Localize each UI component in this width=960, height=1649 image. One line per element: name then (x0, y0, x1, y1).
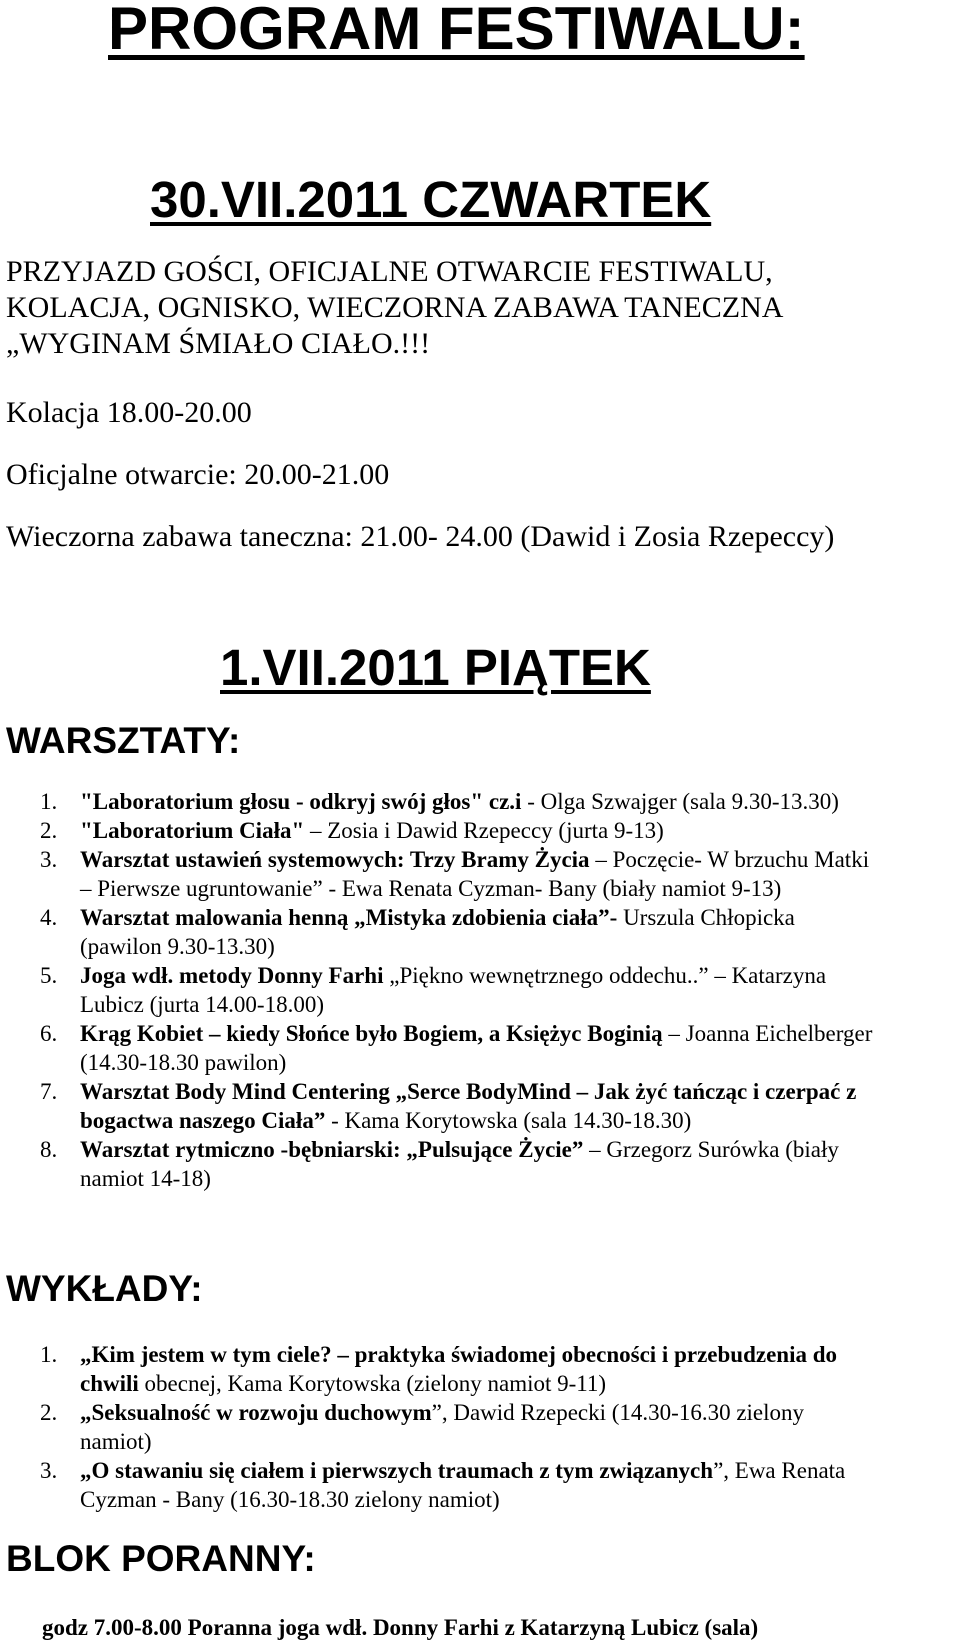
list-item (0, 816, 960, 845)
workshop-details: – Joanna Eichelberger (662, 1021, 873, 1046)
item-number: 4. (40, 905, 58, 930)
workshop-title: "Laboratorium głosu - odkryj swój głos" cz.i (80, 789, 522, 814)
workshop-details: - Olga Szwajger (sala 9.30-13.30) (521, 789, 839, 814)
item-number: 2. (40, 1400, 58, 1425)
lectures-heading: WYKŁADY: (6, 1268, 203, 1309)
item-number: 1. (40, 1342, 58, 1367)
day1-intro-line-3: „WYGINAM ŚMIAŁO CIAŁO.!!! (6, 327, 431, 360)
item-number: 3. (40, 847, 58, 872)
list-item (0, 903, 960, 961)
list-item (0, 1398, 960, 1456)
workshop-details-cont: (14.30-18.30 pawilon) (80, 1050, 287, 1075)
workshop-details: – Grzegorz Surówka (biały (583, 1137, 839, 1162)
workshop-details-cont: namiot 14-18) (80, 1166, 211, 1191)
day1-heading: 30.VII.2011 CZWARTEK (150, 171, 712, 228)
page-title: PROGRAM FESTIWALU: (108, 0, 805, 62)
day1-intro-line-1: PRZYJAZD GOŚCI, OFICJALNE OTWARCIE FESTIWALU, (6, 255, 773, 288)
schedule-dinner: Kolacja 18.00-20.00 (6, 396, 252, 429)
list-item (0, 1340, 960, 1398)
workshop-details-cont: Lubicz (jurta 14.00-18.00) (80, 992, 324, 1017)
morning-block-line: godz 7.00-8.00 Poranna joga wdł. Donny Farhi z Katarzyną Lubicz (sala) (42, 1615, 759, 1640)
workshops-heading: WARSZTATY: (6, 720, 241, 761)
workshop-title: Warsztat malowania henną „Mistyka zdobienia ciała”- (80, 905, 618, 930)
lecture-details-cont: namiot) (80, 1429, 152, 1454)
schedule-dance: Wieczorna zabawa taneczna: 21.00- 24.00 (Dawid i Zosia Rzepeccy) (6, 520, 835, 553)
workshop-details: – Zosia i Dawid Rzepeccy (jurta 9-13) (304, 818, 664, 843)
list-item (0, 787, 960, 816)
workshop-title-cont: bogactwa naszego Ciała” (80, 1108, 326, 1133)
item-number: 8. (40, 1137, 58, 1162)
list-item (0, 845, 960, 903)
workshop-details: – Poczęcie- W brzuchu Matki (589, 847, 870, 872)
item-number: 3. (40, 1458, 58, 1483)
workshop-details: „Piękno wewnętrznego oddechu..” – Katarzyna (383, 963, 827, 988)
lecture-details: obecnej, Kama Korytowska (zielony namiot 9-11) (138, 1371, 607, 1396)
list-item (0, 1019, 960, 1077)
workshop-title: Warsztat ustawień systemowych: Trzy Bramy Życia (80, 847, 590, 872)
list-item (0, 1135, 960, 1193)
lecture-title-cont: chwili (80, 1371, 139, 1396)
lecture-details: ”, Ewa Renata (713, 1458, 846, 1483)
workshop-details: Urszula Chłopicka (617, 905, 795, 930)
item-number: 1. (40, 789, 58, 814)
item-number: 6. (40, 1021, 58, 1046)
list-item (0, 961, 960, 1019)
list-item (0, 1456, 960, 1514)
lecture-title: „Kim jestem w tym ciele? – praktyka świadomej obecności i przebudzenia do (80, 1342, 838, 1367)
workshop-details-cont: – Pierwsze ugruntowanie” - Ewa Renata Cyzman- Bany (biały namiot 9-13) (80, 876, 782, 901)
lecture-details-cont: Cyzman - Bany (16.30-18.30 zielony namiot) (80, 1487, 500, 1512)
item-number: 2. (40, 818, 58, 843)
lecture-details: ”, Dawid Rzepecki (14.30-16.30 zielony (431, 1400, 805, 1425)
lecture-title: „Seksualność w rozwoju duchowym (80, 1400, 432, 1425)
workshop-title: Warsztat Body Mind Centering „Serce BodyMind – Jak żyć tańcząc i czerpać z (80, 1079, 857, 1104)
day1-intro-line-2: KOLACJA, OGNISKO, WIECZORNA ZABAWA TANECZNA (6, 291, 784, 324)
list-item (0, 1077, 960, 1135)
lectures-list (0, 1340, 960, 1514)
item-number: 5. (40, 963, 58, 988)
morning-block-heading: BLOK PORANNY: (6, 1538, 316, 1579)
lecture-title: „O stawaniu się ciałem i pierwszych traumach z tym związanych (80, 1458, 714, 1483)
day2-heading: 1.VII.2011 PIĄTEK (220, 639, 651, 696)
workshop-title: "Laboratorium Ciała" (80, 818, 305, 843)
workshop-title: Krąg Kobiet – kiedy Słońce było Bogiem, a Księżyc Boginią (80, 1021, 663, 1046)
workshop-title: Joga wdł. metody Donny Farhi (80, 963, 384, 988)
workshop-details-cont: (pawilon 9.30-13.30) (80, 934, 275, 959)
schedule-opening: Oficjalne otwarcie: 20.00-21.00 (6, 458, 390, 491)
workshop-title: Warsztat rytmiczno -bębniarski: „Pulsujące Życie” (80, 1137, 584, 1162)
workshops-list (0, 787, 960, 1193)
workshop-details-cont: - Kama Korytowska (sala 14.30-18.30) (325, 1108, 692, 1133)
item-number: 7. (40, 1079, 58, 1104)
